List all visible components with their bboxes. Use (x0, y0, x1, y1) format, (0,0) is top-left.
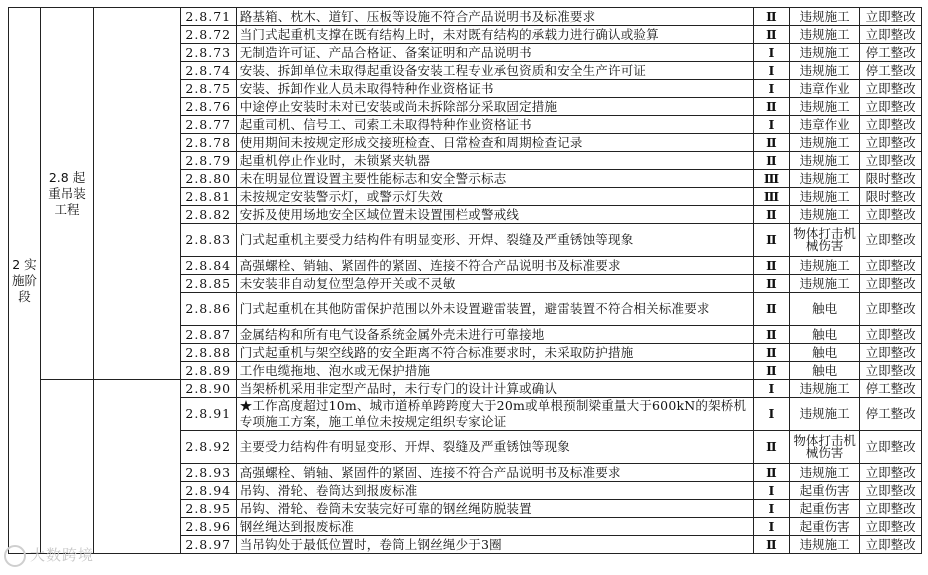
row-level: Ⅱ (753, 152, 789, 170)
row-code: 2.8.95 (181, 500, 236, 518)
row-level: Ⅰ (753, 116, 789, 134)
row-level: Ⅰ (753, 482, 789, 500)
row-code: 2.8.96 (181, 518, 236, 536)
row-action: 限时整改 (860, 188, 922, 206)
table-row (9, 380, 922, 398)
row-category: 物体打击机械伤害 (790, 224, 860, 257)
row-code: 2.8.79 (181, 152, 236, 170)
row-action: 立即整改 (860, 98, 922, 116)
row-code: 2.8.97 (181, 536, 236, 554)
subsection-cell: 2.8 起重吊装工程 (40, 8, 93, 380)
row-code: 2.8.87 (181, 326, 236, 344)
row-action: 立即整改 (860, 275, 922, 293)
row-level: Ⅲ (753, 188, 789, 206)
row-action: 立即整改 (860, 464, 922, 482)
row-action: 停工整改 (860, 380, 922, 398)
row-action: 停工整改 (860, 62, 922, 80)
row-description: 门式起重机在其他防雷保护范围以外未设置避雷装置，避雷装置不符合相关标准要求 (236, 293, 753, 326)
row-action: 立即整改 (860, 518, 922, 536)
row-action: 立即整改 (860, 344, 922, 362)
row-description: 未安装非自动复位型急停开关或不灵敏 (236, 275, 753, 293)
row-level: Ⅱ (753, 224, 789, 257)
row-action: 立即整改 (860, 500, 922, 518)
row-code: 2.8.85 (181, 275, 236, 293)
row-code: 2.8.91 (181, 398, 236, 431)
row-action: 立即整改 (860, 431, 922, 464)
row-description: 高强螺栓、销轴、紧固件的紧固、连接不符合产品说明书及标准要求 (236, 257, 753, 275)
row-level: Ⅱ (753, 293, 789, 326)
watermark (4, 544, 94, 567)
row-action: 停工整改 (860, 398, 922, 431)
row-code: 2.8.86 (181, 293, 236, 326)
row-category: 违规施工 (790, 536, 860, 554)
row-category: 违规施工 (790, 206, 860, 224)
row-description: 使用期间未按规定形成交接班检查、日常检查和周期检查记录 (236, 134, 753, 152)
row-level: Ⅱ (753, 8, 789, 26)
row-code: 2.8.75 (181, 80, 236, 98)
table-row (9, 8, 922, 26)
row-category: 违规施工 (790, 26, 860, 44)
row-description: 门式起重机主要受力结构件有明显变形、开焊、裂缝及严重锈蚀等现象 (236, 224, 753, 257)
row-category: 起重伤害 (790, 482, 860, 500)
row-code: 2.8.83 (181, 224, 236, 257)
row-code: 2.8.89 (181, 362, 236, 380)
row-category: 违规施工 (790, 257, 860, 275)
row-action: 立即整改 (860, 26, 922, 44)
row-category: 违规施工 (790, 380, 860, 398)
row-category: 违规施工 (790, 152, 860, 170)
row-code: 2.8.73 (181, 44, 236, 62)
row-description: 钢丝绳达到报废标准 (236, 518, 753, 536)
row-code: 2.8.80 (181, 170, 236, 188)
row-category: 触电 (790, 326, 860, 344)
row-level: Ⅱ (753, 362, 789, 380)
row-category: 违规施工 (790, 275, 860, 293)
row-level: Ⅰ (753, 80, 789, 98)
subsection-cell-2 (40, 380, 93, 554)
row-level: Ⅱ (753, 344, 789, 362)
row-description: 起重司机、信号工、司索工未取得特种作业资格证书 (236, 116, 753, 134)
row-description: 金属结构和所有电气设备系统金属外壳未进行可靠接地 (236, 326, 753, 344)
row-action: 停工整改 (860, 44, 922, 62)
row-code: 2.8.78 (181, 134, 236, 152)
row-code: 2.8.77 (181, 116, 236, 134)
subcategory-cell (94, 8, 181, 380)
row-action: 立即整改 (860, 224, 922, 257)
row-action: 立即整改 (860, 134, 922, 152)
row-category: 违规施工 (790, 62, 860, 80)
row-action: 立即整改 (860, 8, 922, 26)
row-code: 2.8.84 (181, 257, 236, 275)
subcategory-cell-2 (94, 380, 181, 554)
row-level: Ⅱ (753, 134, 789, 152)
row-description: 门式起重机与架空线路的安全距离不符合标准要求时，未采取防护措施 (236, 344, 753, 362)
row-level: Ⅰ (753, 44, 789, 62)
row-category: 违规施工 (790, 464, 860, 482)
row-action: 立即整改 (860, 482, 922, 500)
row-action: 立即整改 (860, 257, 922, 275)
row-level: Ⅱ (753, 206, 789, 224)
row-code: 2.8.90 (181, 380, 236, 398)
row-description: 未在明显位置设置主要性能标志和安全警示标志 (236, 170, 753, 188)
row-action: 限时整改 (860, 170, 922, 188)
row-description: 中途停止安装时未对已安装或尚未拆除部分采取固定措施 (236, 98, 753, 116)
row-category: 违规施工 (790, 44, 860, 62)
row-category: 起重伤害 (790, 518, 860, 536)
row-level: Ⅱ (753, 26, 789, 44)
row-category: 违规施工 (790, 98, 860, 116)
watermark-text: 大数跨境 (30, 546, 95, 564)
row-category: 违章作业 (790, 116, 860, 134)
row-code: 2.8.88 (181, 344, 236, 362)
watermark-logo-icon (4, 545, 26, 567)
row-level: Ⅱ (753, 464, 789, 482)
row-category: 违规施工 (790, 188, 860, 206)
row-description: 安拆及使用场地安全区域位置未设置围栏或警戒线 (236, 206, 753, 224)
row-description: 工作电缆拖地、泡水或无保护措施 (236, 362, 753, 380)
row-action: 立即整改 (860, 206, 922, 224)
row-category: 触电 (790, 344, 860, 362)
row-level: Ⅰ (753, 518, 789, 536)
row-description: 当吊钩处于最低位置时，卷筒上钢丝绳少于3圈 (236, 536, 753, 554)
row-description: 无制造许可证、产品合格证、备案证明和产品说明书 (236, 44, 753, 62)
row-description: 未按规定安装警示灯，或警示灯失效 (236, 188, 753, 206)
row-code: 2.8.92 (181, 431, 236, 464)
row-level: Ⅱ (753, 326, 789, 344)
row-category: 违规施工 (790, 170, 860, 188)
row-description: 主要受力结构件有明显变形、开焊、裂缝及严重锈蚀等现象 (236, 431, 753, 464)
row-description: 高强螺栓、销轴、紧固件的紧固、连接不符合产品说明书及标准要求 (236, 464, 753, 482)
row-category: 违章作业 (790, 80, 860, 98)
row-level: Ⅲ (753, 170, 789, 188)
row-code: 2.8.81 (181, 188, 236, 206)
row-category: 违规施工 (790, 8, 860, 26)
row-action: 立即整改 (860, 536, 922, 554)
row-description: 安装、拆卸作业人员未取得特种作业资格证书 (236, 80, 753, 98)
row-category: 违规施工 (790, 134, 860, 152)
row-level: Ⅱ (753, 257, 789, 275)
row-action: 立即整改 (860, 362, 922, 380)
row-code: 2.8.93 (181, 464, 236, 482)
row-description: 当架桥机采用非定型产品时，未行专门的设计计算或确认 (236, 380, 753, 398)
row-description: 路基箱、枕木、道钉、压板等设施不符合产品说明书及标准要求 (236, 8, 753, 26)
row-level: Ⅱ (753, 431, 789, 464)
row-level: Ⅱ (753, 98, 789, 116)
stage-cell: 2 实施阶段 (9, 8, 41, 554)
row-level: Ⅱ (753, 275, 789, 293)
row-level: Ⅰ (753, 62, 789, 80)
row-description: 吊钩、滑轮、卷筒未安装完好可靠的钢丝绳防脱装置 (236, 500, 753, 518)
row-code: 2.8.94 (181, 482, 236, 500)
row-description: 吊钩、滑轮、卷筒达到报废标准 (236, 482, 753, 500)
row-description: 当门式起重机支撑在既有结构上时，未对既有结构的承载力进行确认或验算 (236, 26, 753, 44)
row-description: ★工作高度超过10m、城市道桥单跨跨度大于20m或单根预制梁重量大于600kN的架桥机专项施工方案，施工单位未按规定组织专家论证 (236, 398, 753, 431)
row-action: 立即整改 (860, 326, 922, 344)
row-category: 触电 (790, 362, 860, 380)
row-level: Ⅰ (753, 398, 789, 431)
row-level: Ⅰ (753, 500, 789, 518)
row-description: 安装、拆卸单位未取得起重设备安装工程专业承包资质和安全生产许可证 (236, 62, 753, 80)
row-description: 起重机停止作业时，未锁紧夹轨器 (236, 152, 753, 170)
row-code: 2.8.82 (181, 206, 236, 224)
row-code: 2.8.76 (181, 98, 236, 116)
row-code: 2.8.71 (181, 8, 236, 26)
row-action: 立即整改 (860, 116, 922, 134)
row-category: 违规施工 (790, 398, 860, 431)
row-code: 2.8.74 (181, 62, 236, 80)
row-category: 物体打击机械伤害 (790, 431, 860, 464)
row-category: 触电 (790, 293, 860, 326)
row-level: Ⅰ (753, 380, 789, 398)
row-action: 立即整改 (860, 293, 922, 326)
row-level: Ⅱ (753, 536, 789, 554)
hazard-table (8, 7, 922, 554)
row-action: 立即整改 (860, 80, 922, 98)
row-code: 2.8.72 (181, 26, 236, 44)
row-action: 立即整改 (860, 152, 922, 170)
row-category: 起重伤害 (790, 500, 860, 518)
